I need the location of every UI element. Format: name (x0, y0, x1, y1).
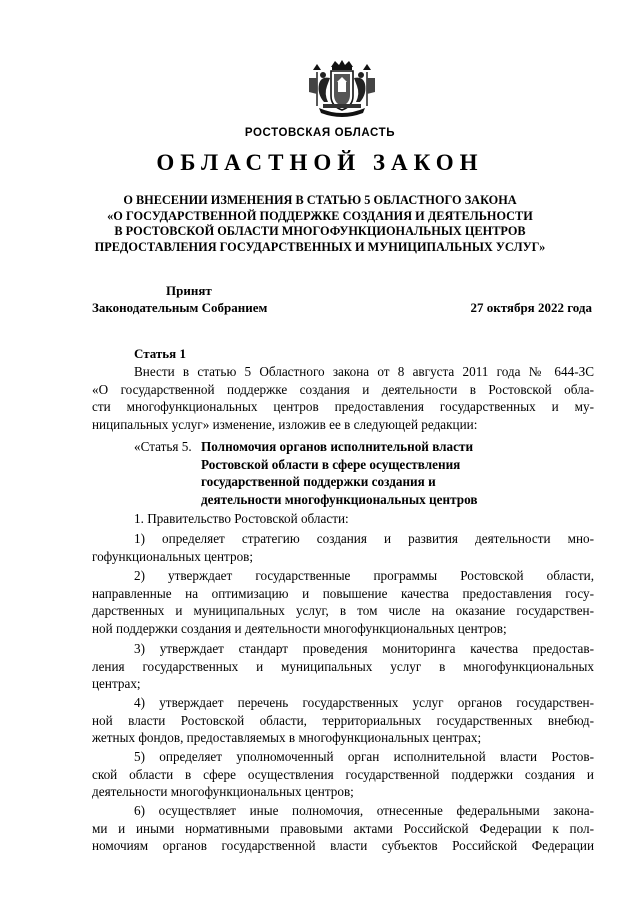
subtitle-line: В РОСТОВСКОЙ ОБЛАСТИ МНОГОФУНКЦИОНАЛЬНЫХ ЦЕНТРОВ (114, 224, 526, 238)
list-item-1 (92, 530, 594, 565)
law-subtitle (70, 193, 570, 255)
quoted-article-heading (201, 438, 601, 508)
list-item-5 (92, 748, 594, 801)
heading-line: Ростовской области в сфере осуществления (201, 456, 461, 472)
heading-line: Полномочия органов исполнительной власти (201, 439, 474, 454)
paragraph-line: 4) утверждает перечень государственных услуг органов государствен- (134, 695, 594, 710)
list-item-6 (92, 802, 594, 855)
adopted-label: Принят (166, 283, 212, 298)
paragraph-line: сти многофункциональных центров предоставления государственных и му- (92, 399, 594, 414)
paragraph-line: 5) определяет уполномоченный орган исполнительной власти Ростов- (134, 749, 594, 764)
paragraph-line: деятельности многофункциональных центров; (92, 784, 354, 799)
paragraph-line: ления государственных и муниципальных услуг в многофункциональных (92, 658, 594, 674)
adopted-by: Законодательным Собранием (92, 300, 268, 315)
paragraph-line: дарственных и муниципальных услуг, в том числе на оказание государствен- (92, 603, 594, 618)
document-type-title: ОБЛАСТНОЙ ЗАКОН (156, 150, 484, 175)
paragraph-line: жетных фондов, предоставляемых в многофункциональных центрах; (92, 730, 482, 745)
subtitle-line: О ВНЕСЕНИИ ИЗМЕНЕНИЯ В СТАТЬЮ 5 ОБЛАСТНОГО ЗАКОНА (123, 193, 517, 207)
heading-line: государственной поддержки создания и (201, 474, 436, 489)
heading-line: деятельности многофункциональных центров (201, 491, 478, 507)
paragraph-line: номочиям органов государственной власти субъектов Российской Федерации (92, 838, 594, 853)
paragraph-line: 1. Правительство Ростовской области: (134, 511, 349, 526)
paragraph-line: ной власти Ростовской области, территориальных государственных внебюд- (92, 712, 594, 728)
list-item-3 (92, 640, 594, 693)
paragraph-line: ниципальных услуг» изменение, изложив ее в следующей редакции: (92, 416, 478, 432)
paragraph-line: ми и иными нормативными правовыми актами Российской Федерации к пол- (92, 820, 594, 836)
region-name: РОСТОВСКАЯ ОБЛАСТЬ (244, 127, 396, 139)
list-item-4 (92, 694, 594, 747)
paragraph-line: Внести в статью 5 Областного закона от 8 августа 2011 года № 644-ЗС (134, 364, 594, 379)
quoted-article-number: «Статья 5. (134, 439, 192, 454)
paragraph-line: 3) утверждает стандарт проведения мониторинга качества предостав- (134, 641, 594, 656)
paragraph-line: 2) утверждает государственные программы Ростовской области, (134, 568, 594, 583)
intro-paragraph (92, 363, 594, 433)
paragraph-line: гофункциональных центров; (92, 548, 254, 564)
paragraph-line: «О государственной поддержке создания и деятельности в Ростовской обла- (92, 381, 594, 397)
subtitle-line: ПРЕДОСТАВЛЕНИЯ ГОСУДАРСТВЕННЫХ И МУНИЦИПАЛЬНЫХ УСЛУГ» (94, 239, 546, 254)
list-item-2 (92, 567, 594, 637)
paragraph-line: 6) осуществляет иные полномочия, отнесенные федеральными закона- (134, 803, 594, 818)
subtitle-line: «О ГОСУДАРСТВЕННОЙ ПОДДЕРЖКЕ СОЗДАНИЯ И ДЕЯТЕЛЬНОСТИ (107, 208, 533, 223)
coat-of-arms-icon (297, 58, 387, 120)
paragraph-line: ной поддержки создания и деятельности многофункциональных центров; (92, 620, 507, 636)
paragraph-line: 1) определяет стратегию создания и развития деятельности мно- (134, 531, 594, 546)
paragraph-line: центрах; (92, 676, 141, 691)
point-1 (92, 510, 594, 528)
adoption-date: 27 октября 2022 года (470, 300, 592, 315)
paragraph-line: ской области в сфере осуществления государственной поддержки создания и (92, 766, 594, 782)
paragraph-line: направленные на оптимизацию и повышение качества предоставления госу- (92, 585, 594, 601)
article-heading: Статья 1 (134, 346, 186, 361)
